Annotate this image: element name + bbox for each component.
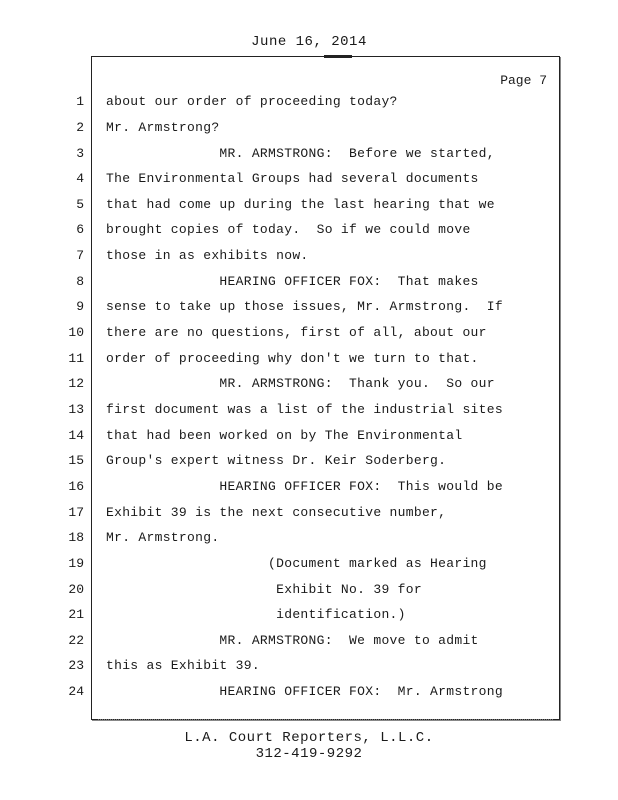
transcript-date: June 16, 2014	[251, 34, 367, 50]
line-text: there are no questions, first of all, about our	[106, 325, 487, 340]
line-number: 11	[68, 351, 84, 366]
line-number: 13	[68, 402, 84, 417]
line-text: about our order of proceeding today?	[106, 94, 398, 109]
footer-phone: 312-419-9292	[255, 746, 363, 762]
line-text: Exhibit 39 is the next consecutive number,	[106, 505, 447, 520]
page-number: Page 7	[500, 73, 547, 88]
line-text: Mr. Armstrong?	[106, 120, 220, 135]
line-text: MR. ARMSTRONG: We move to admit	[106, 633, 479, 648]
line-text: identification.)	[106, 607, 406, 622]
line-number: 1	[76, 94, 84, 109]
line-number: 6	[76, 222, 84, 237]
line-number: 5	[76, 197, 84, 212]
line-text: brought copies of today. So if we could move	[106, 222, 471, 237]
line-number: 7	[76, 248, 84, 263]
line-number: 22	[68, 633, 84, 648]
line-text: Mr. Armstrong.	[106, 530, 220, 545]
footer-company: L.A. Court Reporters, L.L.C.	[184, 730, 434, 746]
line-number: 21	[68, 607, 84, 622]
line-text: MR. ARMSTRONG: Thank you. So our	[106, 376, 495, 391]
line-text: MR. ARMSTRONG: Before we started,	[106, 146, 495, 161]
line-number: 20	[68, 582, 84, 597]
line-number: 16	[68, 479, 84, 494]
line-text: HEARING OFFICER FOX: This would be	[106, 479, 503, 494]
line-text: (Document marked as Hearing	[106, 556, 487, 571]
line-number: 9	[76, 299, 84, 314]
line-text: those in as exhibits now.	[106, 248, 309, 263]
line-number: 4	[76, 171, 84, 186]
line-text: sense to take up those issues, Mr. Armstrong. If	[106, 299, 503, 314]
line-text: that had come up during the last hearing that we	[106, 197, 495, 212]
line-text: The Environmental Groups had several documents	[106, 171, 479, 186]
line-number: 18	[68, 530, 84, 545]
line-text: HEARING OFFICER FOX: That makes	[106, 274, 479, 289]
line-text: that had been worked on by The Environmental	[106, 428, 463, 443]
line-text: first document was a list of the industrial sites	[106, 402, 503, 417]
bottom-rule	[98, 719, 553, 720]
line-number: 10	[68, 325, 84, 340]
line-text: HEARING OFFICER FOX: Mr. Armstrong	[106, 684, 503, 699]
line-number: 3	[76, 146, 84, 161]
line-number: 15	[68, 453, 84, 468]
line-text: Exhibit No. 39 for	[106, 582, 422, 597]
line-text: order of proceeding why don't we turn to that.	[106, 351, 479, 366]
line-number: 2	[76, 120, 84, 135]
line-number: 23	[68, 658, 84, 673]
line-text: this as Exhibit 39.	[106, 658, 260, 673]
line-number: 12	[68, 376, 84, 391]
line-number: 19	[68, 556, 84, 571]
line-number: 24	[68, 684, 84, 699]
line-number: 8	[76, 274, 84, 289]
line-text: Group's expert witness Dr. Keir Soderberg.	[106, 453, 447, 468]
line-number: 14	[68, 428, 84, 443]
line-number: 17	[68, 505, 84, 520]
